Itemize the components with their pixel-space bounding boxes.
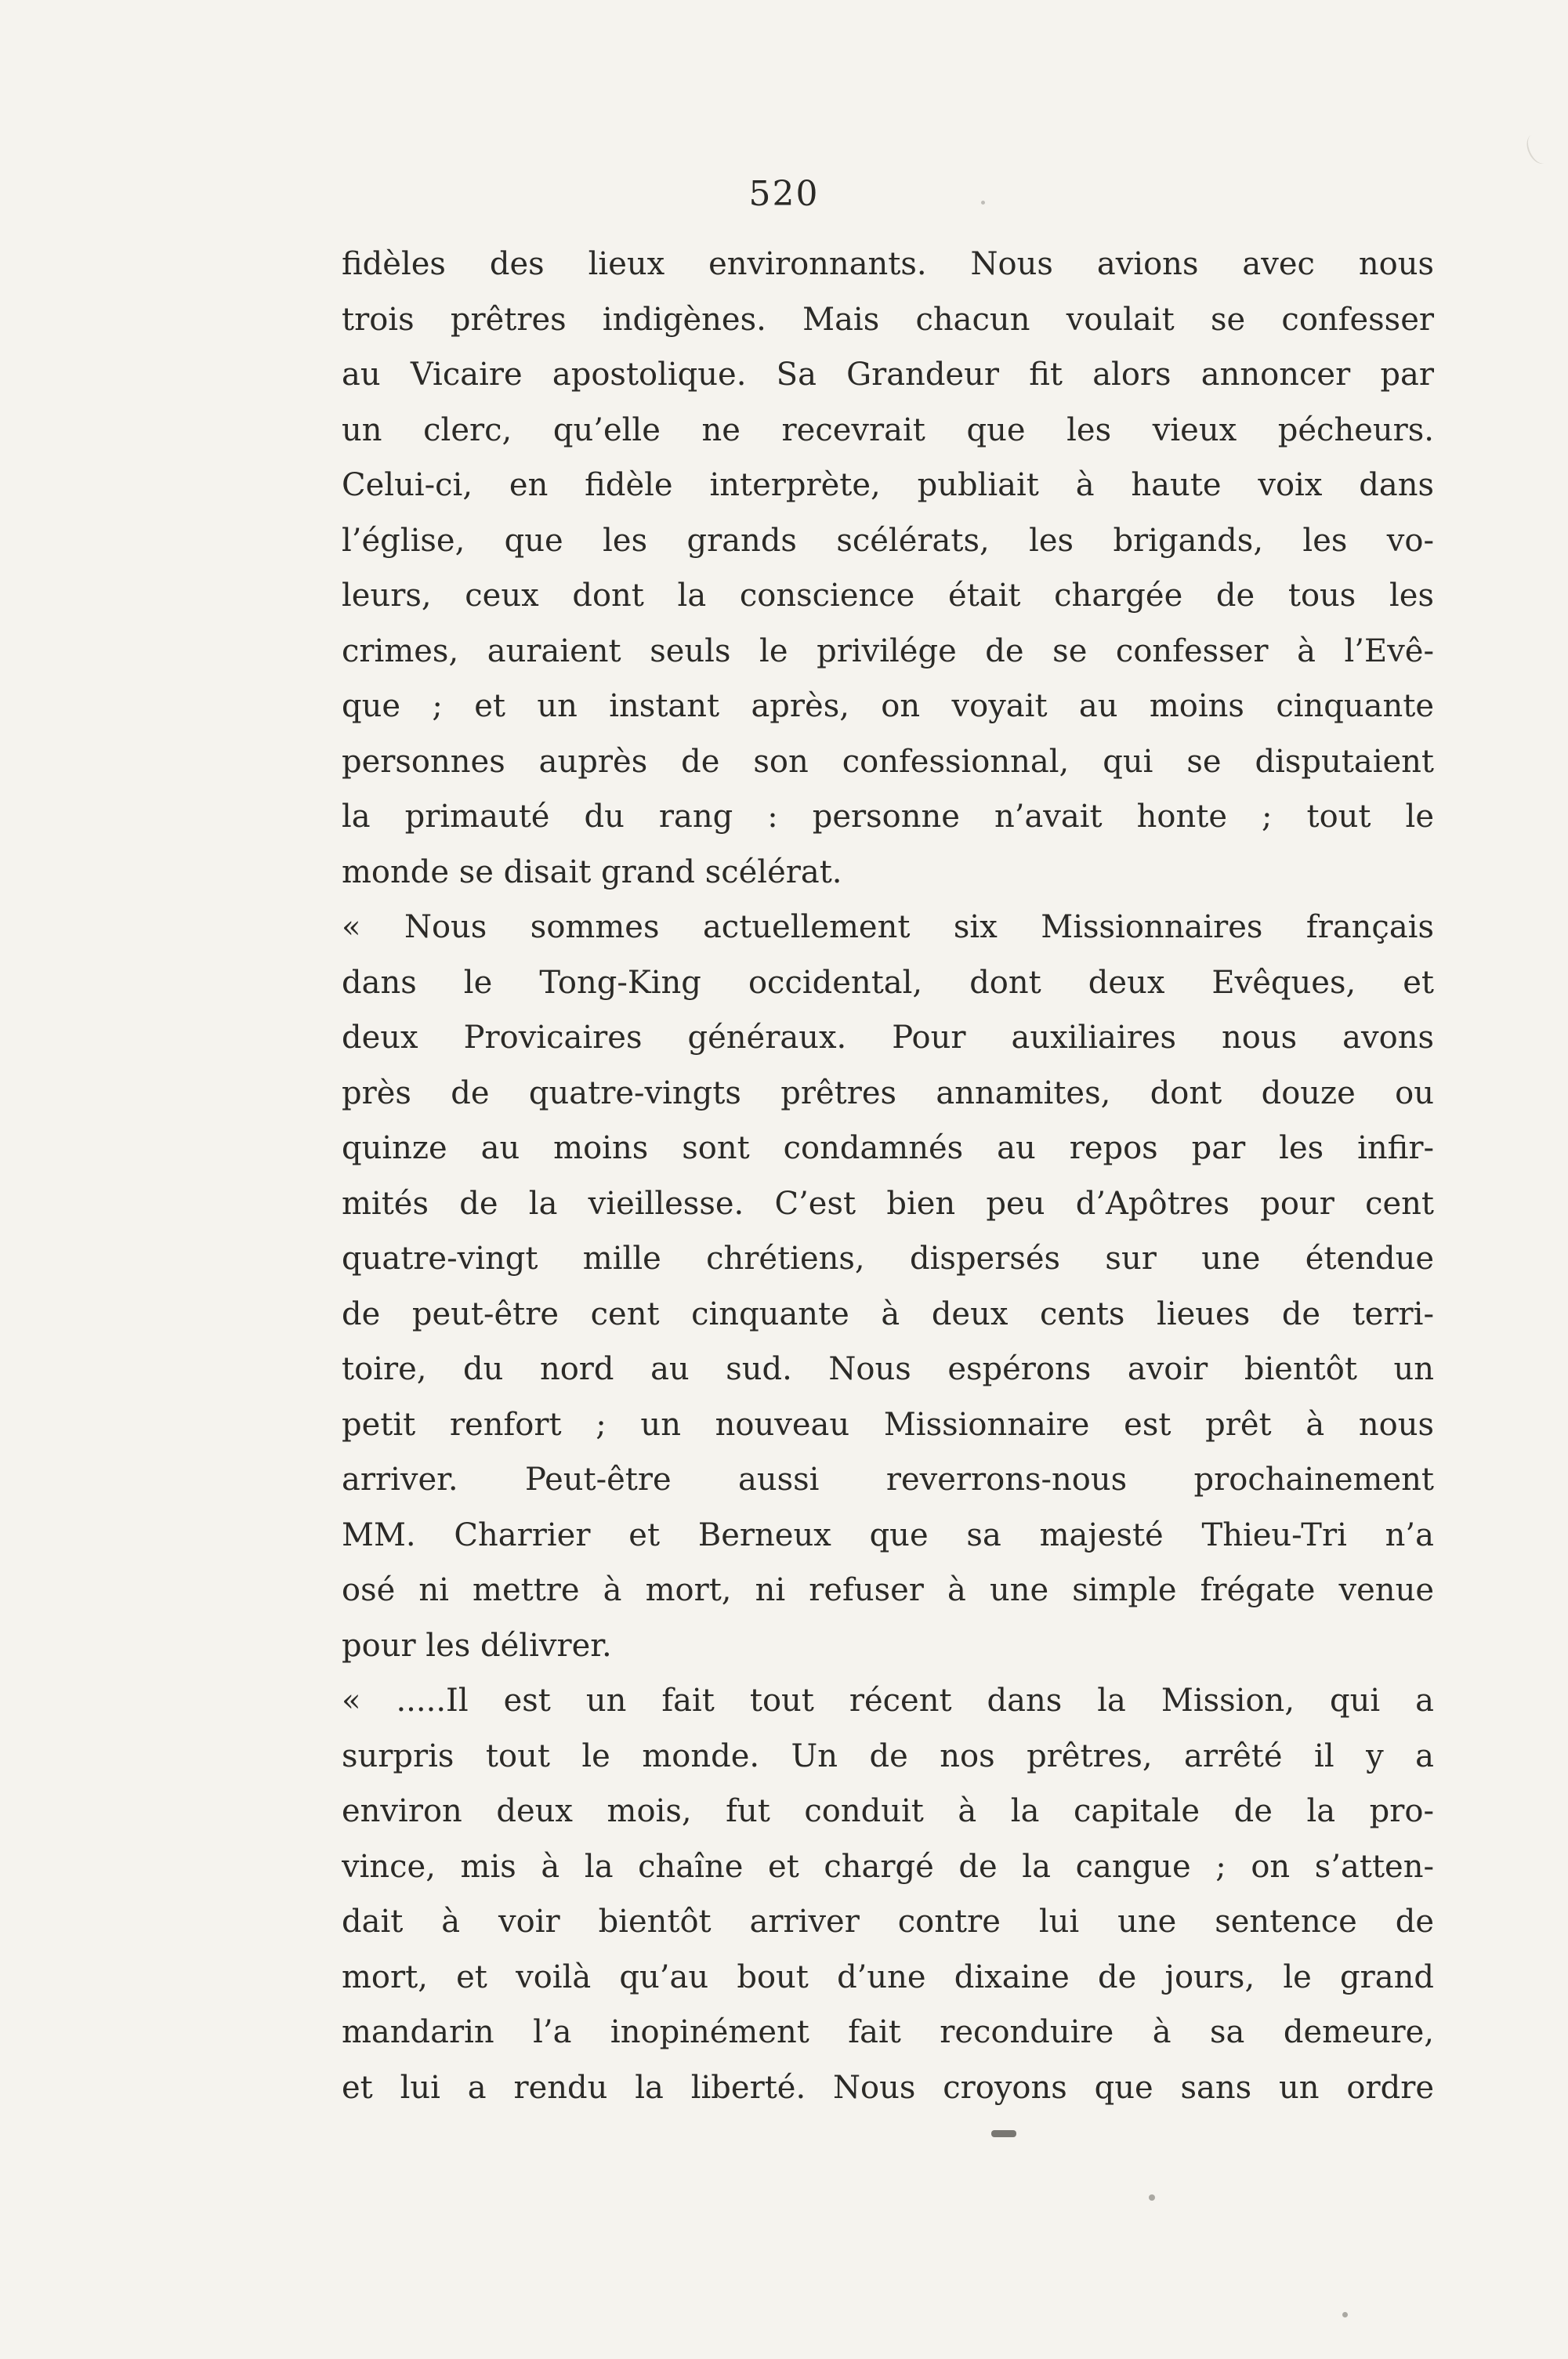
text-line: mités de la vieillesse. C’est bien peu d’Apôtres pour cent — [342, 1185, 1434, 1222]
paper-speck — [981, 201, 985, 205]
text-line: petit renfort ; un nouveau Missionnaire est prêt à nous — [342, 1406, 1434, 1443]
text-line: deux Provicaires généraux. Pour auxiliaires nous avons — [342, 1020, 1434, 1056]
text-line: monde se disait grand scélérat. — [342, 853, 842, 890]
text-line: quinze au moins sont condamnés au repos par les infir- — [342, 1130, 1434, 1166]
text-line: surpris tout le monde. Un de nos prêtres, arrêté il y a — [342, 1738, 1434, 1774]
text-line: « .....Il est un fait tout récent dans la Mission, qui a — [342, 1683, 1434, 1719]
text-line: mandarin l’a inopinément fait reconduire à sa demeure, — [342, 2014, 1434, 2050]
text-line: toire, du nord au sud. Nous espérons avoir bientôt un — [342, 1351, 1434, 1387]
text-line: la primauté du rang : personne n’avait honte ; tout le — [342, 799, 1434, 835]
text-line: crimes, auraient seuls le privilége de se confesser à l’Evê- — [342, 632, 1434, 669]
text-line: leurs, ceux dont la conscience était chargée de tous les — [342, 578, 1434, 614]
text-line: pour les délivrer. — [342, 1627, 612, 1664]
text-line: vince, mis à la chaîne et chargé de la cangue ; on s’atten- — [342, 1848, 1434, 1885]
text-line: de peut-être cent cinquante à deux cents lieues de terri- — [342, 1295, 1434, 1332]
text-line: l’église, que les grands scélérats, les brigands, les vo- — [342, 522, 1434, 559]
ink-smudge — [991, 2130, 1016, 2137]
text-line: environ deux mois, fut conduit à la capitale de la pro- — [342, 1793, 1434, 1829]
text-line: quatre-vingt mille chrétiens, dispersés sur une étendue — [342, 1241, 1434, 1277]
paper-speck — [1149, 2194, 1155, 2201]
text-line: près de quatre-vingts prêtres annamites, dont douze ou — [342, 1074, 1434, 1111]
text-line: arriver. Peut-être aussi reverrons-nous prochainement — [342, 1462, 1434, 1498]
text-line: que ; et un instant après, on voyait au moins cinquante — [342, 688, 1434, 724]
text-line: mort, et voilà qu’au bout d’une dixaine de jours, le grand — [342, 1959, 1434, 1995]
text-line: au Vicaire apostolique. Sa Grandeur fit alors annoncer par — [342, 357, 1434, 393]
text-line: trois prêtres indigènes. Mais chacun voulait se confesser — [342, 301, 1434, 338]
body-text — [342, 237, 1434, 2115]
page-crease — [1523, 130, 1554, 167]
page-number: 520 — [748, 174, 820, 214]
text-line: fidèles des lieux environnants. Nous avions avec nous — [342, 246, 1434, 282]
text-line: un clerc, qu’elle ne recevrait que les vieux pécheurs. — [342, 411, 1434, 448]
text-line: et lui a rendu la liberté. Nous croyons que sans un ordre — [342, 2069, 1434, 2106]
paper-speck — [1342, 2312, 1348, 2317]
text-line: Celui-ci, en fidèle interprète, publiait à haute voix dans — [342, 467, 1434, 503]
text-line: personnes auprès de son confessionnal, qui se disputaient — [342, 743, 1434, 780]
text-line: dait à voir bientôt arriver contre lui une sentence de — [342, 1904, 1434, 1940]
text-line: MM. Charrier et Berneux que sa majesté Thieu-Tri n’a — [342, 1516, 1434, 1553]
text-line: osé ni mettre à mort, ni refuser à une simple frégate venue — [342, 1572, 1434, 1608]
text-line: dans le Tong-King occidental, dont deux Evêques, et — [342, 964, 1434, 1001]
text-line: « Nous sommes actuellement six Missionnaires français — [342, 909, 1434, 945]
